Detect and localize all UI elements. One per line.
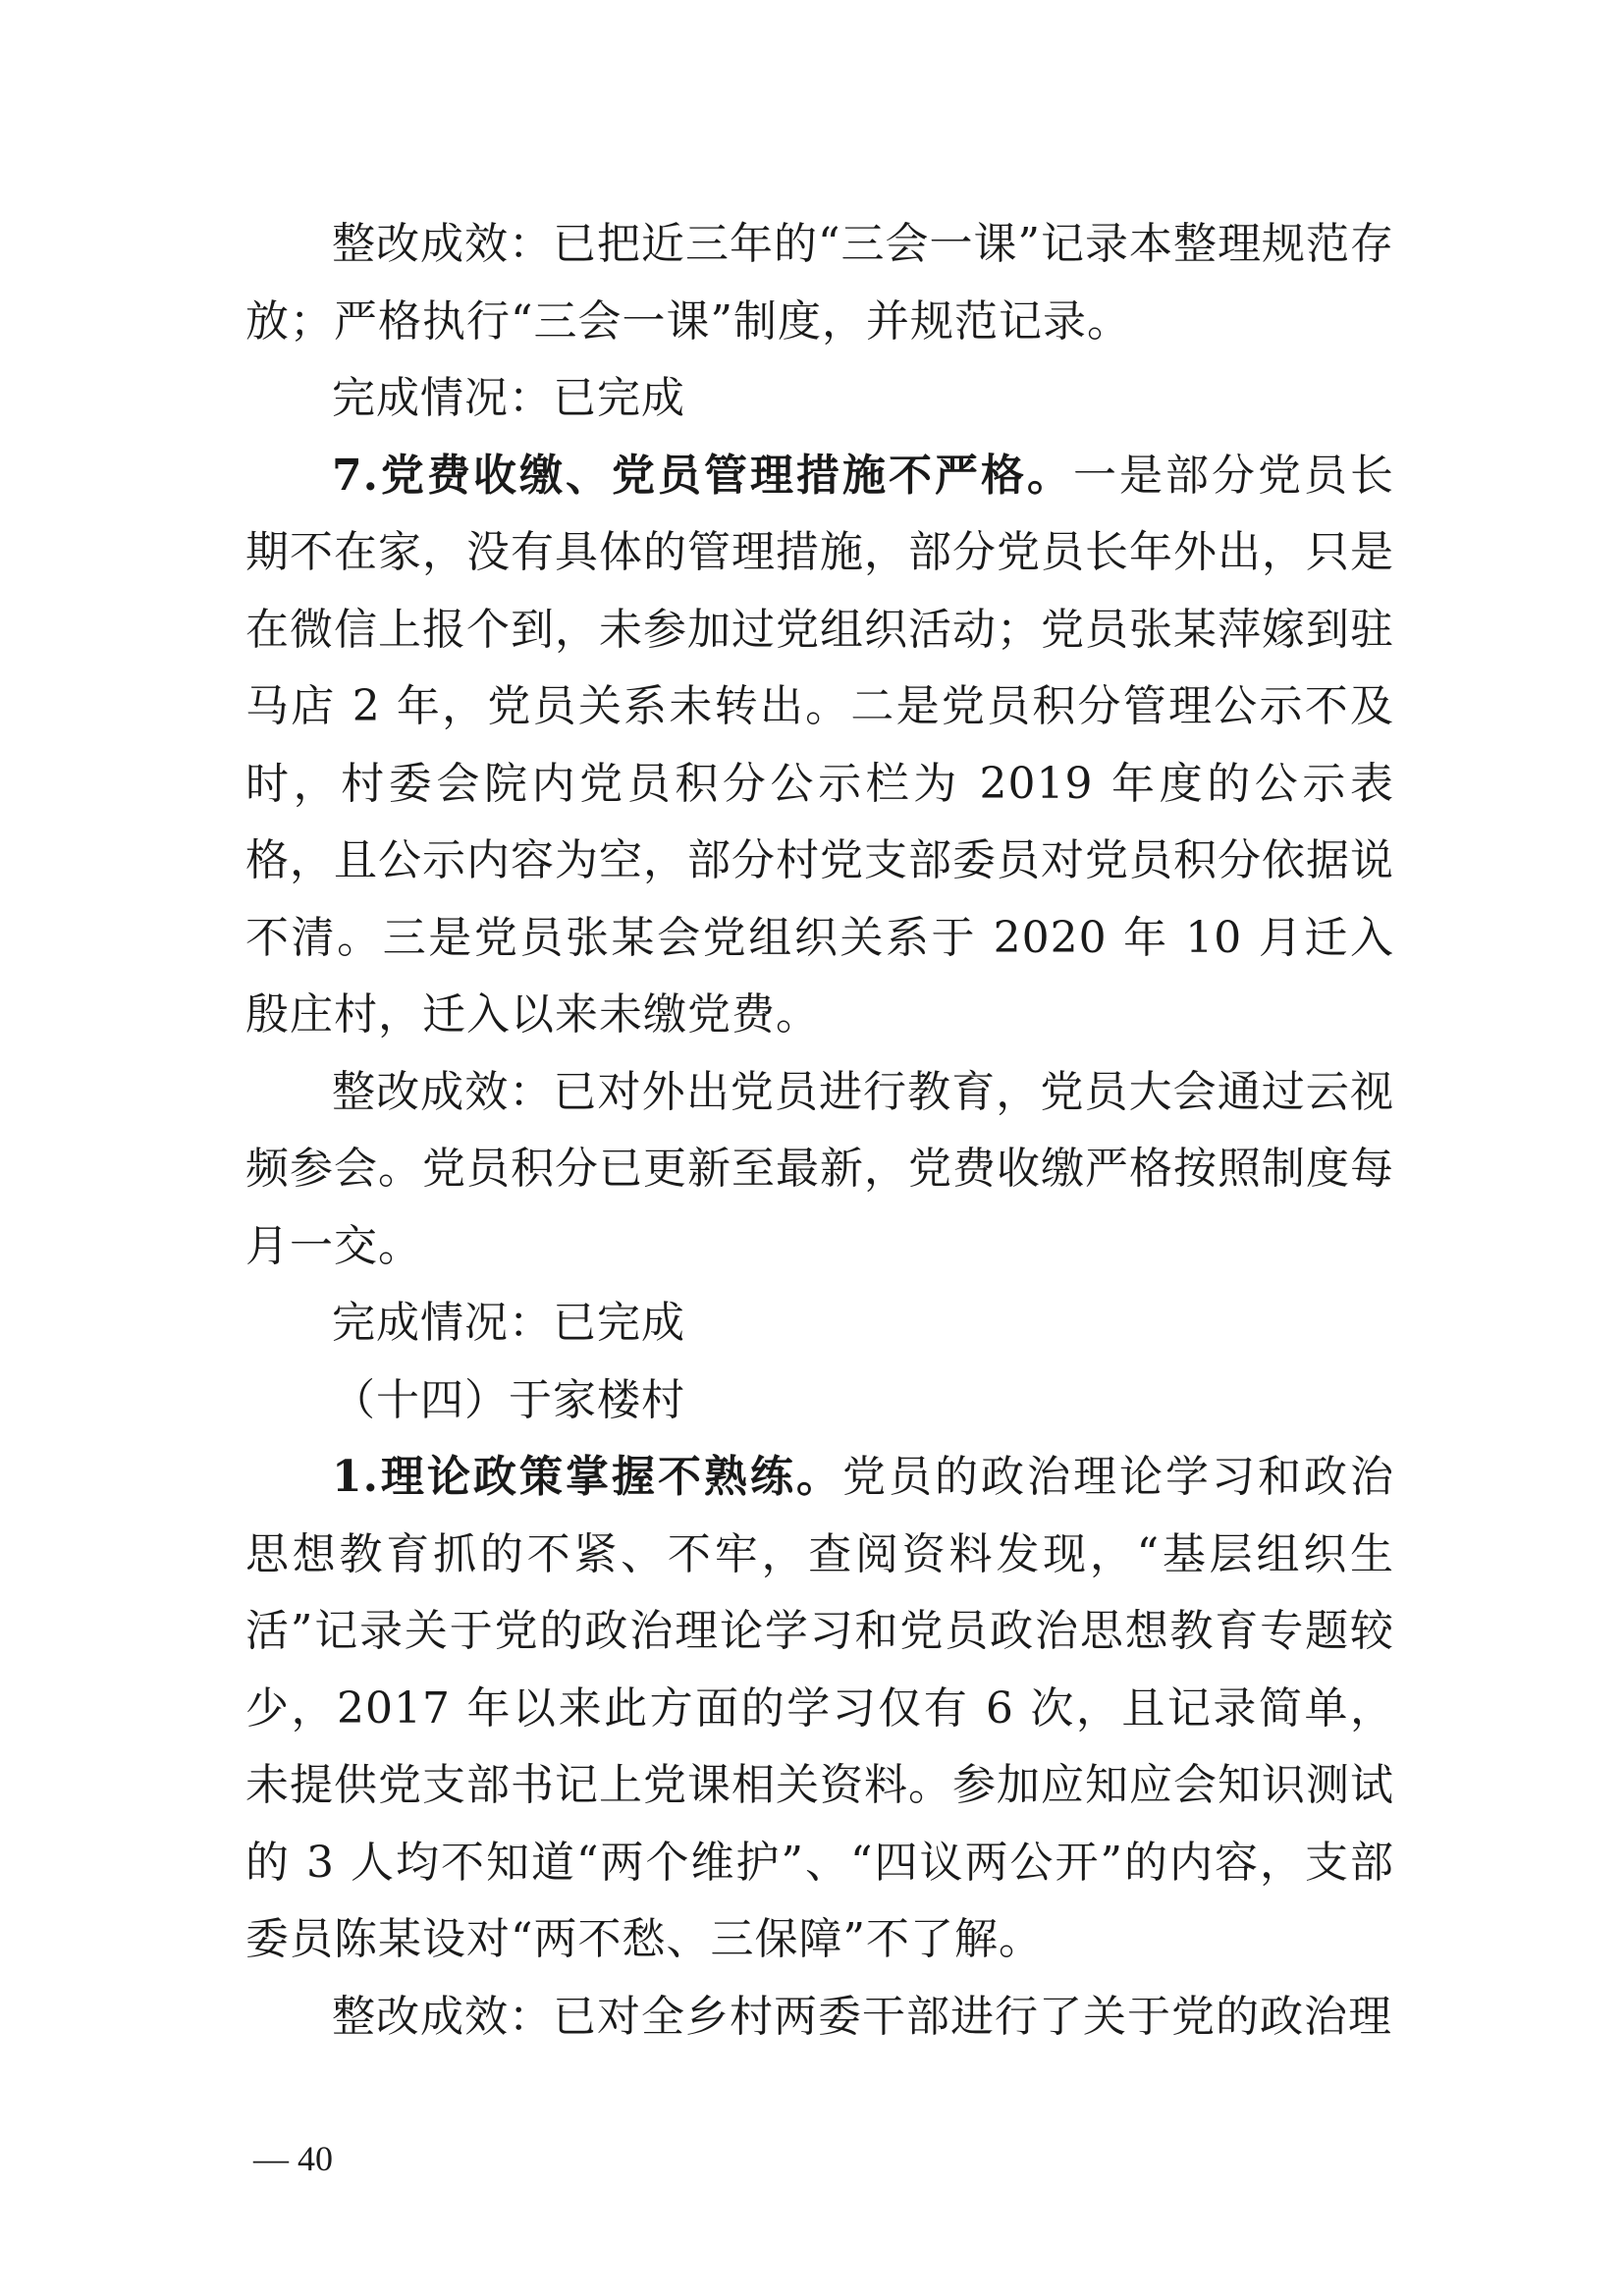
paragraph-completion-status-2	[245, 1285, 1394, 1362]
paragraph-text: 完成情况：已完成	[332, 1298, 685, 1348]
paragraph-text: 整改成效：已对外出党员进行教育，党员大会通过云视频参会。党员积分已更新至最新，党费收缴严格按照制度每月一交。	[245, 1066, 1394, 1271]
paragraph-rectification-result-1	[245, 206, 1394, 360]
paragraph-lead: 7.党费收缴、党员管理措施不严格。	[332, 450, 1073, 501]
paragraph-issue-7	[245, 438, 1394, 1054]
paragraph-text: 完成情况：已完成	[332, 373, 685, 423]
paragraph-text: 整改成效：已对全乡村两委干部进行了关于党的政治理	[332, 1991, 1392, 2042]
paragraph-lead: 1.理论政策掌握不熟练。	[332, 1452, 842, 1502]
paragraph-text: （十四）于家楼村	[332, 1374, 685, 1425]
paragraph-rectification-result-3	[245, 1979, 1394, 2056]
document-body	[245, 206, 1394, 2056]
section-heading-village	[245, 1362, 1394, 1440]
paragraph-text: 整改成效：已把近三年的“三会一课”记录本整理规范存放；严格执行“三会一课”制度，并规范记录。	[245, 219, 1394, 347]
paragraph-text: 党员的政治理论学习和政治思想教育抓的不紧、不牢，查阅资料发现，“基层组织生活”记录关于党的政治理论学习和党员政治思想教育专题较少，2017 年以来此方面的学习仅有 6 次，且记录简单，未提供党支部书记上党课相关资料。参加应知应会知识测试的 3 人均不知道“两个维护”、“四议两公开”的内容，支部委员陈某设对“两不愁、三保障”不了解。	[245, 1452, 1394, 1964]
page-number: — 40	[253, 2139, 333, 2178]
paragraph-completion-status-1	[245, 360, 1394, 438]
paragraph-rectification-result-2	[245, 1054, 1394, 1286]
paragraph-issue-1	[245, 1439, 1394, 1979]
paragraph-text: 一是部分党员长期不在家，没有具体的管理措施，部分党员长年外出，只是在微信上报个到，未参加过党组织活动；党员张某萍嫁到驻马店 2 年，党员关系未转出。二是党员积分管理公示不及时，村委会院内党员积分公示栏为 2019 年度的公示表格，且公示内容为空，部分村党支部委员对党员积分依据说不清。三是党员张某会党组织关系于 2020 年 10 月迁入殷庄村，迁入以来未缴党费。	[245, 450, 1395, 1040]
